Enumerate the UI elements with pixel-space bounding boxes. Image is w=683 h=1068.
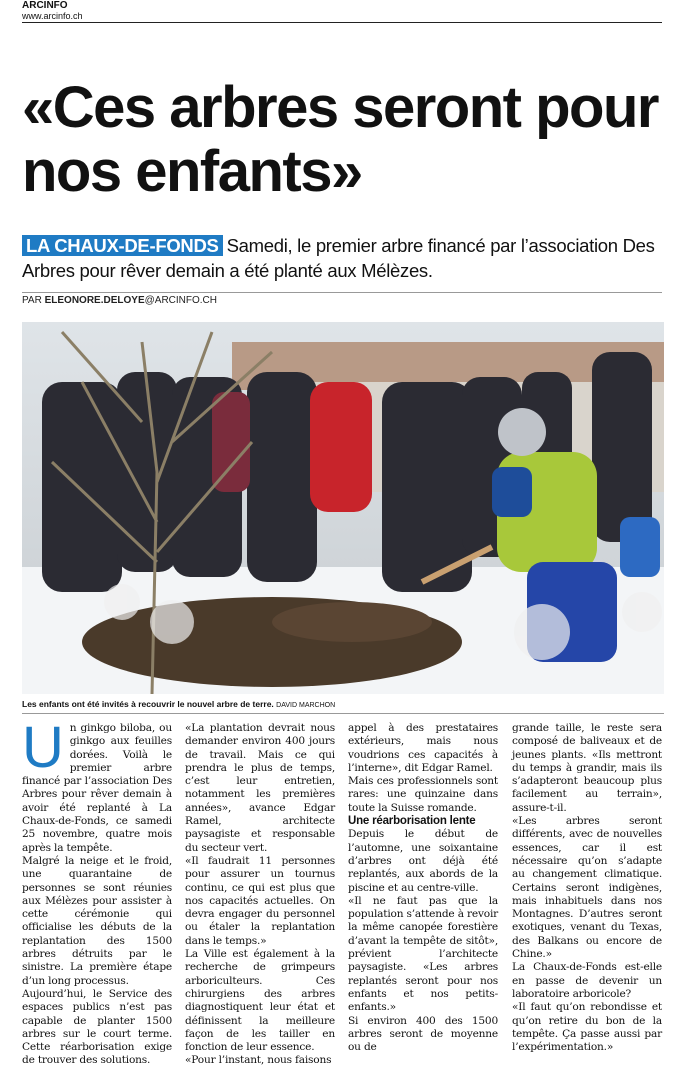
site-url[interactable]: www.arcinfo.ch: [22, 11, 83, 21]
paragraph: Mais ces professionnels sont rares: une quinzaine dans toute la Suisse romande.: [348, 775, 498, 814]
paragraph: La Chaux-de-Fonds est-elle en passe de devenir un laboratoire arboricole?: [512, 961, 662, 1000]
article-column-2: [185, 722, 335, 1068]
page-header: [22, 0, 662, 21]
lead-text: Samedi, le premier arbre financé par l’association Des Arbres pour rêver demain a été planté aux Mélèzes.: [22, 235, 655, 281]
article-lead: [22, 233, 670, 283]
paragraph: «Pour l’instant, nous faisons: [185, 1054, 332, 1067]
paragraph: «Il faut qu’on rebondisse et qu’on retire du bon de la tempête. Ça passe aussi par l’expérimentation.»: [512, 1001, 662, 1054]
location-kicker: LA CHAUX-DE-FONDS: [22, 235, 223, 256]
byline-prefix: PAR: [22, 295, 42, 306]
header-divider: [22, 22, 662, 23]
paragraph: «Il faudrait 11 personnes pour assurer un tournus continu, ce qui est plus que nos capacités actuelles. On devra engager du personnel ou étaler la replantation dans le temps.»: [185, 854, 335, 947]
article-column-3: [348, 722, 498, 1054]
paragraph: Si environ 400 des 1500 arbres seront de moyenne ou de: [348, 1014, 498, 1054]
paragraph: «La plantation devrait nous demander environ 400 jours de travail. Mais ce qui prendra le plus de temps, c’est leur entretien, notamment les premières années», avance Edgar Ramel, architecte paysagiste et responsable du secteur vert.: [185, 722, 335, 854]
byline: [22, 292, 662, 306]
drop-cap: U: [22, 715, 64, 780]
brand-name: ARCINFO: [22, 0, 68, 11]
caption-divider: [22, 713, 664, 714]
paragraph: n ginkgo biloba, ou ginkgo aux feuilles dorées. Voilà le premier arbre financé par l’association Des Arbres pour rêver demain à avoir été replanté à La Chaux-de-Fonds, ce samedi 25 novembre, quatre mois après la tempête.: [22, 722, 172, 854]
paragraph: La Ville est également à la recherche de grimpeurs arboriculteurs. Ces chirurgiens des arbres diagnostiquent leur état et définissent la meilleure façon de les tailler en fonction de leur essence.: [185, 948, 335, 1054]
photo-caption: [22, 699, 662, 709]
article-photo: [22, 322, 664, 694]
photo-credit: DAVID MARCHON: [276, 702, 336, 709]
article-headline: «Ces arbres seront pour nos enfants»: [22, 75, 658, 204]
paragraph: appel à des prestataires extérieurs, mais nous voudrions ces capacités à l’interne», dit Edgar Ramel.: [348, 722, 498, 774]
paragraph: Malgré la neige et le froid, une quarantaine de personnes se sont réunies aux Mélèzes pour assister à cette cérémonie qui officialise les débuts de la replantation des 1500 arbres détruits par le sinistre. La première étape d’un long processus.: [22, 854, 172, 987]
byline-author[interactable]: ELEONORE.DELOYE: [44, 295, 145, 306]
article-column-1: [22, 715, 172, 1068]
paragraph: Aujourd’hui, le Service des espaces publics n’est pas capable de planter 1500 arbres sur le court terme. Cette réarborisation exige de trouver des solutions.: [22, 987, 172, 1067]
subheading: Une réarborisation lente: [348, 815, 476, 828]
byline-domain: @ARCINFO.CH: [144, 295, 217, 306]
paragraph: Depuis le début de l’automne, une soixantaine d’arbres ont déjà été replantés, aux abords de la piscine et au centre-ville.: [348, 828, 498, 894]
paragraph: «Les arbres seront différents, avec de nouvelles essences, car il est nécessaire qu’on s’adapte au changement climatique. Certains seront indigènes, mais inhabituels dans nos Montagnes. D’autres seront exotiques, venant du Texas, des Balkans ou encore de Chine.»: [512, 815, 662, 961]
paragraph: «Il ne faut pas que la population s’attende à revoir la même canopée forestière d’avant la tempête de sitôt», prévient l’architecte paysagiste. «Les arbres replantés seront pour nos enfants et nos petits-enfants.»: [348, 894, 498, 1014]
article-column-4: [512, 722, 662, 1054]
caption-text: Les enfants ont été invités à recouvrir le nouvel arbre de terre.: [22, 699, 274, 709]
paragraph: grande taille, le reste sera composé de baliveaux et de jeunes plants. «Ils mettront du temps à grandir, mais ils s’adapteront beaucoup plus facilement au terrain», assure-t-il.: [512, 722, 662, 814]
